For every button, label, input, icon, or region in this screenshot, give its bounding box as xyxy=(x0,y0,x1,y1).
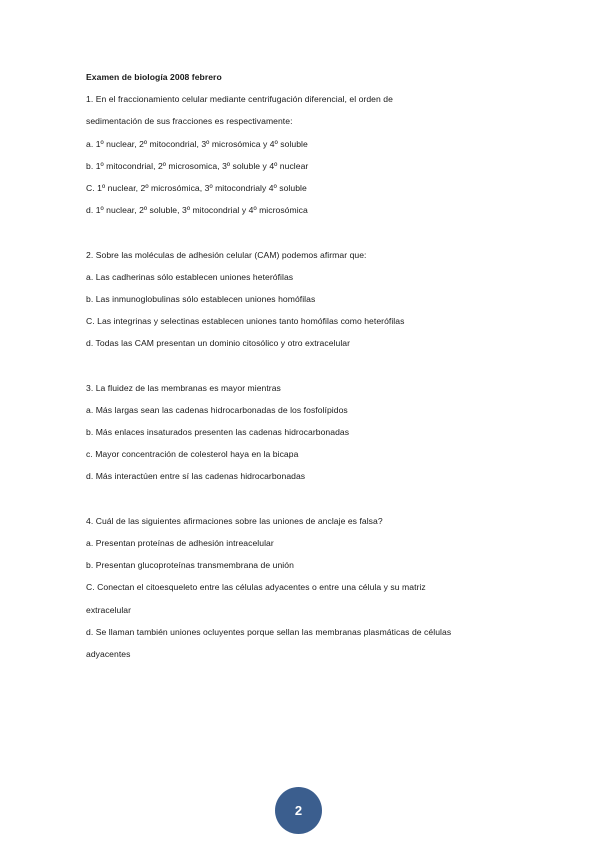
question-1-text-line-2: sedimentación de sus fracciones es respectivamente: xyxy=(86,116,293,127)
question-4-option-a: a. Presentan proteínas de adhesión intreacelular xyxy=(86,537,274,548)
question-4-option-d-continued: adyacentes xyxy=(86,648,131,659)
question-4-option-c: C. Conectan el citoesqueleto entre las células adyacentes o entre una célula y su matriz xyxy=(86,582,426,593)
page-number-badge: 2 xyxy=(275,787,322,834)
question-2-option-b: b. Las inmunoglobulinas sólo establecen uniones homófilas xyxy=(86,293,316,304)
question-3-option-b: b. Más enlaces insaturados presenten las cadenas hidrocarbonadas xyxy=(86,427,350,437)
question-4-option-c-continued: extracelular xyxy=(86,604,132,615)
question-1-option-a: a. 1º nuclear, 2º mitocondrial, 3º microsómica y 4º soluble xyxy=(86,138,308,149)
question-3-option-a: a. Más largas sean las cadenas hidrocarbonadas de los fosfolípidos xyxy=(86,404,348,415)
spacer xyxy=(86,221,526,243)
question-1-option-d: d. 1º nuclear, 2º soluble, 3º mitocondrial y 4º microsómica xyxy=(86,205,308,216)
question-3 xyxy=(86,377,526,488)
question-1-text-line-1: 1. En el fraccionamiento celular mediante centrifugación diferencial, el orden de xyxy=(86,94,393,105)
question-2-text: 2. Sobre las moléculas de adhesión celular (CAM) podemos afirmar que: xyxy=(86,249,367,260)
exam-content xyxy=(86,66,526,665)
question-4-option-d: d. Se llaman también uniones ocluyentes porque sellan las membranas plasmáticas de células xyxy=(86,626,452,637)
question-2-option-c: C. Las integrinas y selectinas establecen uniones tanto homófilas como heterófilas xyxy=(86,316,405,327)
question-4-option-b: b. Presentan glucoproteínas transmembrana de unión xyxy=(86,560,294,571)
spacer xyxy=(86,488,526,510)
question-3-option-c: c. Mayor concentración de colesterol haya en la bicapa xyxy=(86,449,299,460)
question-2-option-d: d. Todas las CAM presentan un dominio citosólico y otro extracelular xyxy=(86,338,351,349)
question-2-option-a: a. Las cadherinas sólo establecen uniones heterófilas xyxy=(86,271,294,282)
question-1-option-b: b. 1º mitocondrial, 2º microsomica, 3º soluble y 4º nuclear xyxy=(86,160,309,171)
question-3-text: 3. La fluidez de las membranas es mayor mientras xyxy=(86,382,281,393)
question-3-option-d: d. Más interactúen entre sí las cadenas hidrocarbonadas xyxy=(86,471,306,482)
question-1 xyxy=(86,88,526,221)
question-1-option-c: C. 1º nuclear, 2º microsómica, 3º mitocondrialy 4º soluble xyxy=(86,182,307,193)
question-4 xyxy=(86,510,526,665)
exam-title: Examen de biología 2008 febrero xyxy=(86,72,222,82)
spacer xyxy=(86,354,526,376)
question-4-text: 4. Cuál de las siguientes afirmaciones sobre las uniones de anclaje es falsa? xyxy=(86,515,383,526)
question-2 xyxy=(86,244,526,355)
